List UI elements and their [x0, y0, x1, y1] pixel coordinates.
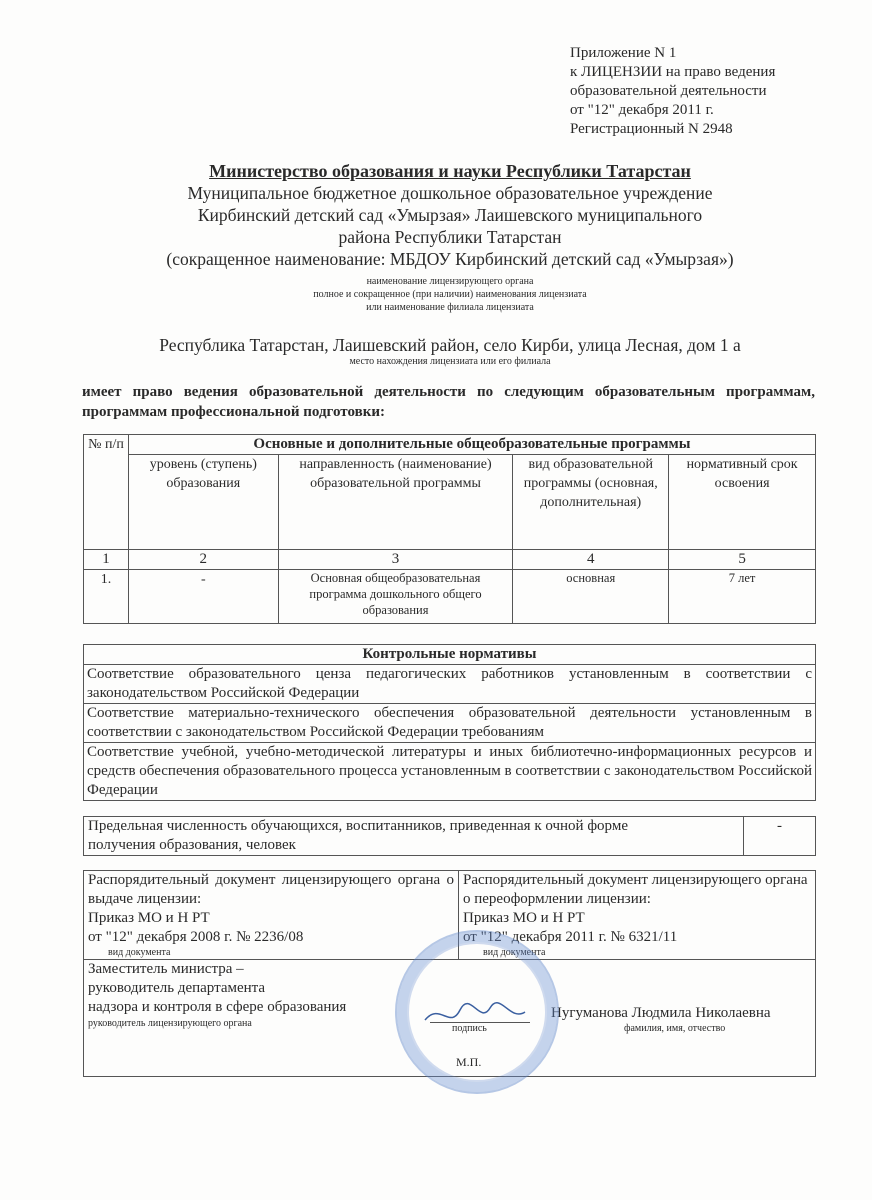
appendix-line: к ЛИЦЕНЗИИ на право ведения [570, 64, 776, 80]
row-term: 7 лет [669, 570, 816, 624]
reissue-date: от "12" декабря 2011 г. № 6321/11 [463, 929, 678, 945]
name-caption: фамилия, имя, отчество [624, 1023, 726, 1034]
num-header: № п/п [84, 435, 129, 550]
control-standards-table [83, 644, 816, 801]
row-type: основная [513, 570, 669, 624]
issue-document [84, 871, 459, 960]
col-header-level: уровень (ступень) образования [128, 455, 278, 550]
signature-icon [420, 1000, 530, 1030]
rights-statement: имеет право ведения образовательной деятельности по следующим образовательным программам, программам профессиональной подготовки: [82, 384, 815, 420]
signer-position: руководитель департамента [88, 980, 266, 996]
position-caption: руководитель лицензирующего органа [88, 1018, 252, 1029]
row-program-name: Основная общеобразовательная программа дошкольного общего образования [278, 570, 513, 624]
appendix-line: Регистрационный N 2948 [570, 121, 733, 137]
caption: наименование лицензирующего органа [366, 276, 534, 287]
licensee-name [80, 182, 820, 270]
reissue-title: Распорядительный документ лицензирующего органа о переоформлении лицензии: [463, 872, 808, 907]
control-row: Соответствие учебной, учебно-методической литературы и иных библиотечно-информационных ресурсов и средств обеспечения образовательного процесса установленным в соответствии с законодательством Российской Федерации [84, 743, 816, 801]
signature-caption: подпись [452, 1023, 487, 1034]
name-captions [80, 275, 820, 314]
caption: или наименование филиала лицензиата [366, 302, 534, 313]
col-number: 3 [278, 550, 513, 570]
programs-table [83, 434, 816, 624]
org-line: Кирбинский детский сад «Умырзая» Лаишевского муниципального [197, 205, 703, 225]
issue-caption: вид документа [108, 947, 171, 958]
org-line: Муниципальное бюджетное дошкольное образовательное учреждение [187, 183, 713, 203]
caption: полное и сокращенное (при наличии) наименования лицензиата [313, 289, 587, 300]
seal-mark: М.П. [456, 1055, 482, 1069]
col-header-name: направленность (наименование) образовательной программы [278, 455, 513, 550]
limit-value: - [744, 817, 816, 856]
group-header: Основные и дополнительные общеобразовательные программы [128, 435, 815, 455]
ministry-title: Министерство образования и науки Республики Татарстан [209, 161, 691, 181]
issue-date: от "12" декабря 2008 г. № 2236/08 [88, 929, 304, 945]
table-row [84, 570, 816, 624]
control-row: Соответствие образовательного ценза педагогических работников установленным в соответствии с законодательством Российской Федерации [84, 665, 816, 704]
org-line: (сокращенное наименование: МБДОУ Кирбинский детский сад «Умырзая») [166, 249, 734, 269]
appendix-line: от "12" декабря 2011 г. [570, 102, 714, 118]
signer-position: Заместитель министра – [88, 961, 244, 977]
appendix-line: Приложение N 1 [570, 45, 677, 61]
issue-order: Приказ МО и Н РТ [88, 910, 210, 926]
control-header: Контрольные нормативы [84, 645, 816, 665]
address-caption: место нахождения лицензиата или его филиала [349, 356, 551, 367]
control-row: Соответствие материально-технического обеспечения образовательной деятельности установленным в соответствии с законодательством Российской Федерации требованиям [84, 704, 816, 743]
reissue-order: Приказ МО и Н РТ [463, 910, 585, 926]
reissue-caption: вид документа [483, 947, 546, 958]
col-header-term: нормативный срок освоения [669, 455, 816, 550]
row-level: - [128, 570, 278, 624]
org-line: района Республики Татарстан [338, 227, 562, 247]
signer-name: Нугуманова Людмила Николаевна [551, 1005, 771, 1021]
limit-label: Предельная численность обучающихся, воспитанников, приведенная к очной форме получения образования, человек [84, 817, 744, 856]
student-limit-table [83, 816, 816, 856]
licensee-address: Республика Татарстан, Лаишевский район, село Кирби, улица Лесная, дом 1 а [159, 335, 741, 355]
appendix-line: образовательной деятельности [570, 83, 767, 99]
col-number: 4 [513, 550, 669, 570]
row-num: 1. [84, 570, 129, 624]
col-number: 1 [84, 550, 129, 570]
appendix-header [570, 44, 775, 139]
signer-position: надзора и контроля в сфере образования [88, 999, 347, 1015]
col-number: 5 [669, 550, 816, 570]
issue-title: Распорядительный документ лицензирующего органа о выдаче лицензии: [88, 872, 454, 907]
col-header-type: вид образовательной программы (основная, дополнительная) [513, 455, 669, 550]
col-number: 2 [128, 550, 278, 570]
